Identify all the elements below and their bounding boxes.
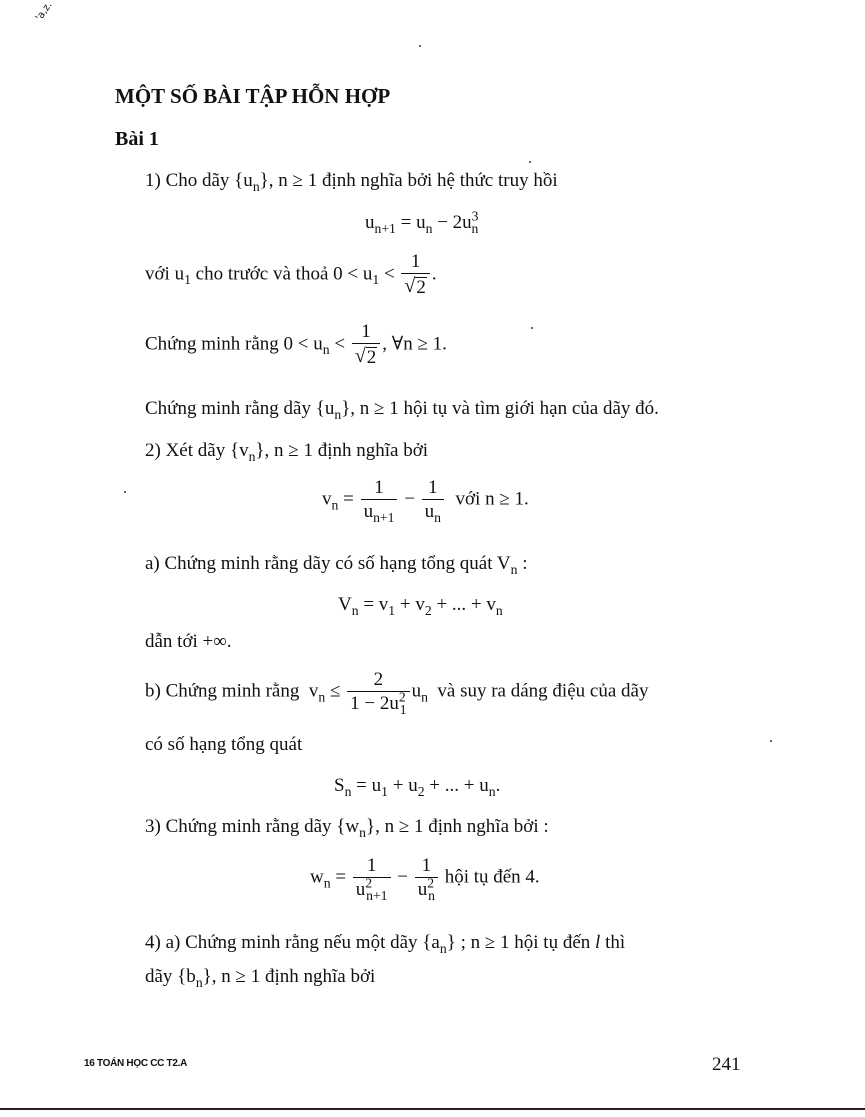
speck bbox=[124, 491, 126, 493]
problem-3-intro: 3) Chứng minh rằng dãy $\{w_n\}$, n ≥ 1 định nghĩa bởi : bbox=[145, 816, 549, 840]
part-b: b) Chứng minh rằng $v_n$ ≤ $\frac{2}{1 - 2u^2_1}$ $u_n$ và suy ra dáng điệu của dãy bbox=[145, 669, 649, 717]
speck bbox=[770, 740, 772, 742]
tends-to-infinity: dẫn tới +∞. bbox=[145, 631, 232, 652]
bottom-rule bbox=[0, 1108, 865, 1110]
Vn-sum: $V_n = v_1 + v_2$ + ... + $v_n$ bbox=[338, 594, 503, 618]
problem-4-cont: dãy $\{b_n\}$, n ≥ 1 định nghĩa bởi bbox=[145, 966, 376, 990]
recurrence-equation: $u_{n+1} = u_n - 2u^3_n$ bbox=[365, 208, 479, 236]
exercise-title: Bài 1 bbox=[115, 128, 159, 150]
problem-1-intro: 1) Cho dãy $\{u_n\}$, n ≥ 1 định nghĩa bởi hệ thức truy hồi bbox=[145, 170, 558, 194]
corner-mark: 'a,z. bbox=[33, 0, 55, 24]
Sn-sum: $S_n = u_1 + u_2$ + ... + $u_n$. bbox=[334, 775, 501, 799]
page-number: 241 bbox=[712, 1054, 741, 1075]
wn-definition: $w_n$ = $\frac{1}{u^2_{n+1}}$ − $\frac{1}{u^2_n}$ hội tụ đến 4. bbox=[310, 855, 540, 903]
section-heading: MỘT SỐ BÀI TẬP HỖN HỢP bbox=[115, 84, 391, 108]
problem-4-intro: 4) a) Chứng minh rằng nếu một dãy $\{a_n\}$ ; n ≥ 1 hội tụ đến l thì bbox=[145, 932, 626, 956]
part-b-cont: có số hạng tổng quát bbox=[145, 734, 303, 755]
speck bbox=[531, 327, 533, 329]
vn-definition: $v_n$ = $\frac{1}{u_{n+1}}$ − $\frac{1}{u_n}$ với n ≥ 1. bbox=[322, 477, 529, 525]
problem-2-intro: 2) Xét dãy $\{v_n\}$, n ≥ 1 định nghĩa bởi bbox=[145, 440, 429, 464]
initial-condition: với $u_1$ cho trước và thoả $0 < u_1$ < 1 √ 2 . bbox=[145, 251, 437, 298]
claim-converges: Chứng minh rằng dãy $\{u_n\}$, n ≥ 1 hội tụ và tìm giới hạn của dãy đó. bbox=[145, 398, 659, 422]
part-a: a) Chứng minh rằng dãy có số hạng tổng quát $V_n$ : bbox=[145, 553, 528, 577]
claim-bounded: Chứng minh rằng $0 < u_n$ < 1 √ 2 , ∀n ≥ 1. bbox=[145, 321, 447, 368]
speck bbox=[419, 45, 421, 47]
footer-label: 16 TOÁN HỌC CC T2.A bbox=[84, 1058, 188, 1069]
speck bbox=[529, 161, 531, 163]
